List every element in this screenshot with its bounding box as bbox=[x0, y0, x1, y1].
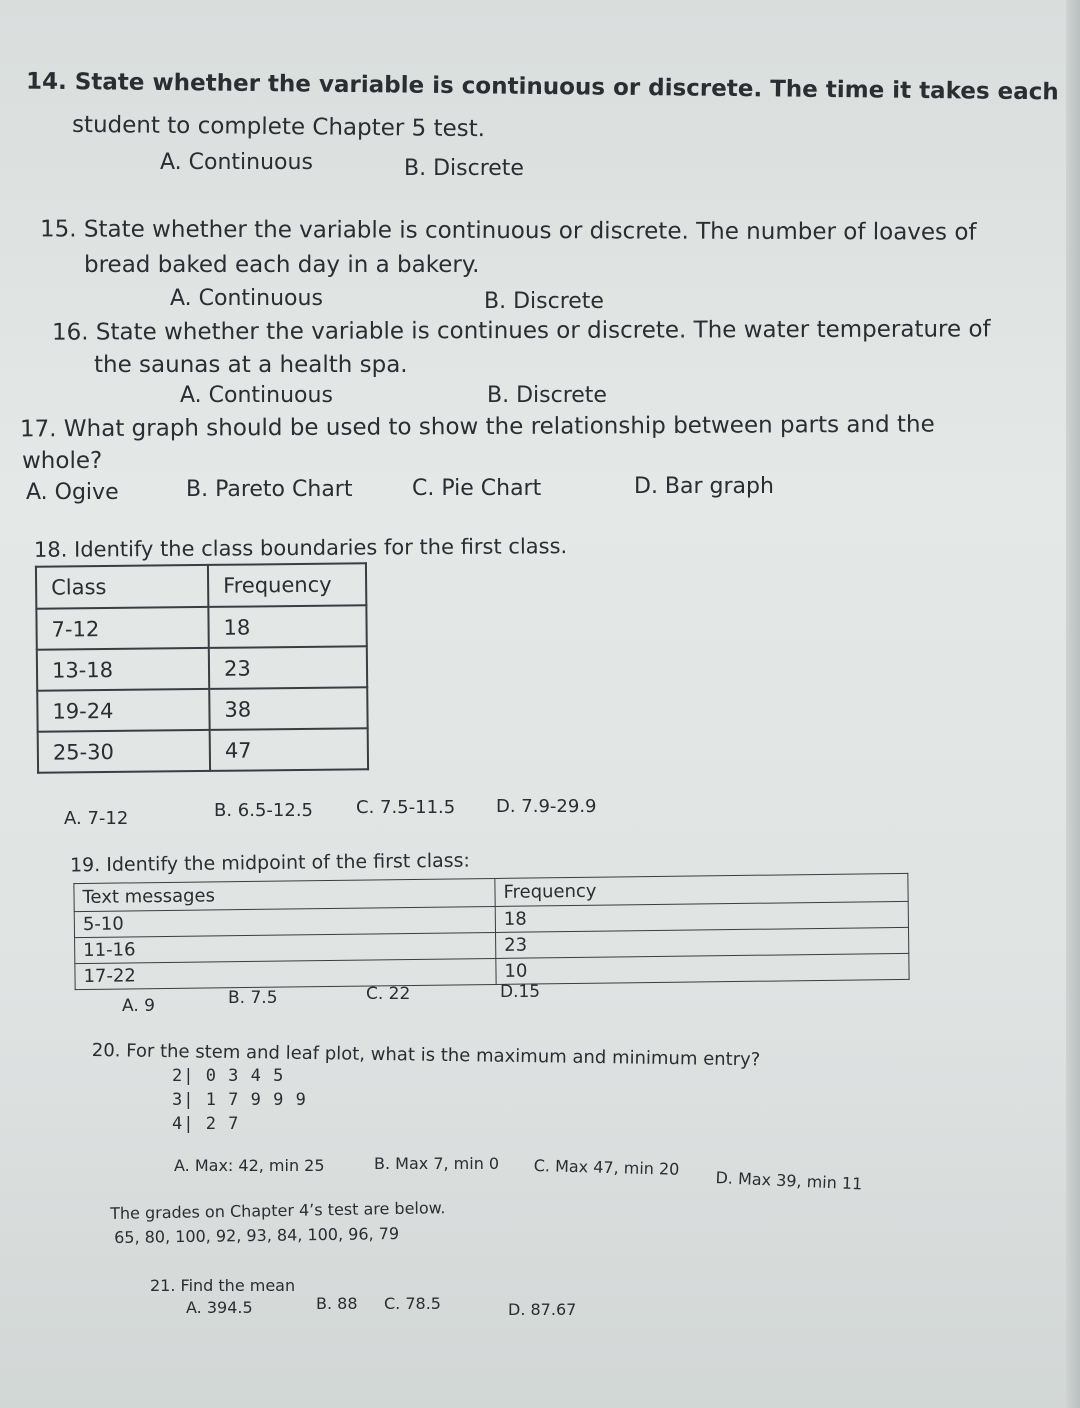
stem-leaf-row: 3| 1 7 9 9 9 bbox=[172, 1090, 307, 1110]
q18-header-class: Class bbox=[36, 565, 208, 609]
q20-option-d[interactable]: D. Max 39, min 11 bbox=[715, 1168, 863, 1194]
q20-option-c[interactable]: C. Max 47, min 20 bbox=[533, 1156, 680, 1179]
page-edge-shadow bbox=[1066, 0, 1080, 1408]
q18-option-b[interactable]: B. 6.5-12.5 bbox=[214, 800, 313, 821]
q19-option-a[interactable]: A. 9 bbox=[122, 996, 155, 1016]
q18-frequency-cell: 47 bbox=[210, 728, 368, 771]
q17-option-c[interactable]: C. Pie Chart bbox=[412, 476, 542, 501]
q19-class-cell: 17-22 bbox=[75, 958, 496, 989]
q21-prompt: 21. Find the mean bbox=[150, 1276, 296, 1295]
q21-option-a[interactable]: A. 394.5 bbox=[186, 1298, 253, 1317]
q15-line2: bread baked each day in a bakery. bbox=[84, 252, 480, 278]
q19-frequency-table bbox=[73, 873, 909, 990]
q18-class-cell: 13-18 bbox=[37, 648, 209, 691]
q16-option-a[interactable]: A. Continuous bbox=[180, 383, 333, 408]
grades-intro: The grades on Chapter 4’s test are below. bbox=[110, 1198, 446, 1223]
q19-prompt: 19. Identify the midpoint of the first class: bbox=[69, 849, 471, 877]
q19-option-d[interactable]: D.15 bbox=[500, 982, 541, 1002]
q20-option-b[interactable]: B. Max 7, min 0 bbox=[374, 1154, 500, 1173]
q15-line1: 15. State whether the variable is continuous or discrete. The number of loaves of bbox=[39, 216, 977, 246]
q14-option-b[interactable]: B. Discrete bbox=[404, 156, 524, 181]
q18-frequency-cell: 38 bbox=[209, 687, 367, 730]
q16-line1: 16. State whether the variable is continues or discrete. The water temperature of bbox=[51, 316, 991, 346]
q21-option-d[interactable]: D. 87.67 bbox=[508, 1300, 577, 1319]
q21-option-b[interactable]: B. 88 bbox=[316, 1294, 358, 1313]
q14-option-a[interactable]: A. Continuous bbox=[160, 150, 313, 175]
q16-option-b[interactable]: B. Discrete bbox=[487, 383, 607, 408]
q17-option-d[interactable]: D. Bar graph bbox=[634, 474, 774, 499]
q16-line2: the saunas at a health spa. bbox=[94, 352, 408, 378]
q15-option-a[interactable]: A. Continuous bbox=[170, 286, 323, 311]
q19-header-frequency: Frequency bbox=[495, 873, 908, 906]
q19-frequency-cell: 23 bbox=[496, 927, 909, 958]
q19-option-b[interactable]: B. 7.5 bbox=[228, 988, 278, 1008]
q18-frequency-cell: 23 bbox=[209, 646, 367, 689]
q18-class-cell: 25-30 bbox=[38, 730, 210, 773]
q14-line2: student to complete Chapter 5 test. bbox=[71, 111, 486, 143]
q18-prompt: 18. Identify the class boundaries for the first class. bbox=[33, 534, 568, 562]
q19-option-c[interactable]: C. 22 bbox=[366, 984, 411, 1004]
q17-line1: 17. What graph should be used to show the relationship between parts and the bbox=[19, 411, 935, 443]
q15-option-b[interactable]: B. Discrete bbox=[484, 289, 604, 314]
q18-frequency-cell: 18 bbox=[208, 605, 366, 648]
q19-frequency-cell: 10 bbox=[496, 953, 909, 984]
q19-header-text-messages: Text messages bbox=[74, 878, 495, 911]
q18-class-cell: 7-12 bbox=[36, 607, 208, 650]
q21-option-c[interactable]: C. 78.5 bbox=[384, 1294, 441, 1313]
grades-values: 65, 80, 100, 92, 93, 84, 100, 96, 79 bbox=[114, 1224, 400, 1247]
q20-prompt: 20. For the stem and leaf plot, what is the maximum and minimum entry? bbox=[91, 1040, 761, 1071]
q14-line1: 14. State whether the variable is continuous or discrete. The time it takes each bbox=[25, 68, 1059, 106]
q18-frequency-table bbox=[35, 562, 369, 773]
q18-header-frequency: Frequency bbox=[208, 563, 366, 607]
q17-option-a[interactable]: A. Ogive bbox=[26, 480, 119, 505]
stem-leaf-row: 4| 2 7 bbox=[172, 1114, 240, 1134]
q18-option-d[interactable]: D. 7.9-29.9 bbox=[496, 796, 597, 817]
q20-option-a[interactable]: A. Max: 42, min 25 bbox=[174, 1156, 325, 1175]
q19-class-cell: 11-16 bbox=[75, 932, 496, 963]
q17-line2: whole? bbox=[22, 448, 103, 474]
q17-option-b[interactable]: B. Pareto Chart bbox=[186, 477, 353, 502]
q18-class-cell: 19-24 bbox=[37, 689, 209, 732]
q19-frequency-cell: 18 bbox=[495, 901, 908, 932]
q18-option-c[interactable]: C. 7.5-11.5 bbox=[356, 797, 456, 818]
stem-leaf-row: 2| 0 3 4 5 bbox=[172, 1066, 285, 1086]
q18-option-a[interactable]: A. 7-12 bbox=[64, 808, 129, 829]
q19-class-cell: 5-10 bbox=[74, 906, 495, 937]
